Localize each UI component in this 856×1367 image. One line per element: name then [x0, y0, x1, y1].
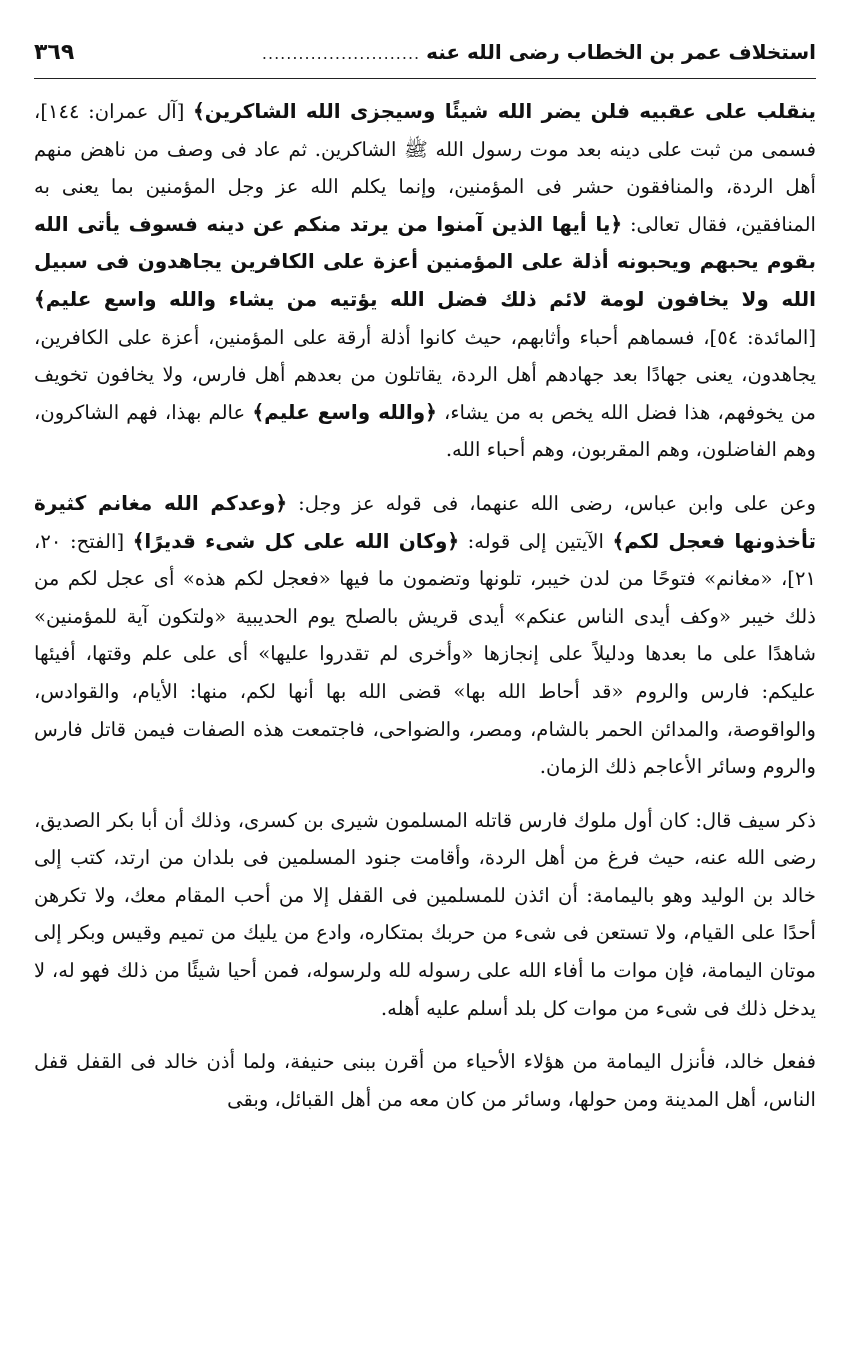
text-run: عالم بهذا، فهم الشاكرون، وهم الفاضلون، وهم المقربون، وهم أحباء الله. — [34, 400, 816, 462]
body-text — [34, 93, 816, 1118]
paragraph-1 — [34, 93, 816, 469]
book-page — [34, 40, 816, 1353]
text-run: [المائدة: ٥٤]، فسماهم أحباء وأثابهم، حيث كانوا أذلة أرقة على المؤمنين، أعزة على الكافرين، يجاهدون، يعنى جهادًا بعد جهادهم أهل الردة، يقاتلون من بعدهم أهل فارس، ولا يخافون تخويف من يخوفهم، هذا فضل الله يخص به من يشاء، — [34, 325, 816, 424]
paragraph-2 — [34, 485, 816, 786]
text-run: [آل عمران: ١٤٤]، فسمى من ثبت على دينه بعد موت رسول الله ﷺ الشاكرين. ثم عاد فى وصف من ناهض منهم أهل الردة، والمنافقون حشر فى المؤمنين، وإنما يكلم الله عز وجل المؤمنين بما يعنى به المنافقين، فقال تعالى: — [34, 100, 816, 236]
leader-dots: .......................... — [261, 44, 421, 63]
quran-verse: ينقلب على عقبيه فلن يضر الله شيئًا وسيجزى الله الشاكرين﴾ — [193, 99, 816, 123]
paragraph-3 — [34, 802, 816, 1028]
text-run: [الفتح: ٢٠، ٢١]، «مغانم» فتوحًا من لدن خيبر، تلونها وتضمون ما فيها «فعجل لكم هذه» أى عجل لكم من ذلك خيبر «وكف أيدى الناس عنكم» أيدى قريش بالصلح يوم الحديبية «ولتكون آية للمؤمنين» شاهدًا على ما بعدها ودليلاً على إنجازها «وأخرى لم تقدروا عليها» أى على علم وقتها، أفيئها عليكم: فارس والروم «قد أحاط الله بها» قضى الله بها أنها لكم، منها: الأيام، والقوادس، والواقوصة، والمدائن الحمر بالشام، ومصر، والضواحى، فاجتمعت هذه الصفات فيمن قاتل فارس والروم وسائر الأعاجم ذلك الزمان. — [34, 529, 816, 779]
text-run: وعن على وابن عباس، رضى الله عنهما، فى قوله عز وجل: — [287, 491, 816, 515]
quran-verse: ﴿يا أيها الذين آمنوا من يرتد منكم عن دينه فسوف يأتى الله بقوم يحبهم ويحبونه أذلة على المؤمنين أعزة على الكافرين يجاهدون فى سبيل الله ولا يخافون لومة لائم ذلك فضل الله يؤتيه من يشاء والله واسع عليم﴾ — [34, 211, 816, 311]
text-run: ففعل خالد، فأنزل اليمامة من هؤلاء الأحياء من أقرن ببنى حنيفة، ولما أذن خالد فى القفل قفل الناس، أهل المدينة ومن حولها، وسائر من كان معه من أهل القبائل، وبقى — [34, 1050, 816, 1111]
text-run: ذكر سيف قال: كان أول ملوك فارس قاتله المسلمون شيرى بن كسرى، وذلك أن أبا بكر الصديق، رضى الله عنه، حيث فرغ من أهل الردة، وأقامت جنود المسلمين فى بلدان من ارتد، كتب إلى خالد بن الوليد وهو باليمامة: أن ائذن للمسلمين فى القفل إلا من أحب المقام معك، ولا تكرهن أحدًا على القيام، ولا تستعن فى شىء من حربك بمتكاره، وادع من يليك من تميم وقيس وبكر إلى موتان اليمامة، فإن موات ما أفاء الله على رسوله لله ولرسوله، فمن أحيا شيئًا من ذلك فهو له، لا يدخل ذلك فى شىء من موات كل بلد أسلم عليه أهله. — [34, 808, 816, 1020]
text-run: الآيتين إلى قوله: — [459, 529, 613, 553]
paragraph-4 — [34, 1043, 816, 1118]
quran-verse: ﴿والله واسع عليم﴾ — [252, 399, 437, 424]
quran-verse: ﴿وعدكم الله مغانم كثيرة تأخذونها فعجل لكم﴾ — [34, 490, 817, 553]
page-header — [34, 40, 816, 79]
page-number: ٣٦٩ — [34, 40, 75, 65]
running-title: استخلاف عمر بن الخطاب رضى الله عنه — [426, 40, 816, 64]
quran-verse: ﴿وكان الله على كل شىء قديرًا﴾ — [132, 528, 460, 553]
